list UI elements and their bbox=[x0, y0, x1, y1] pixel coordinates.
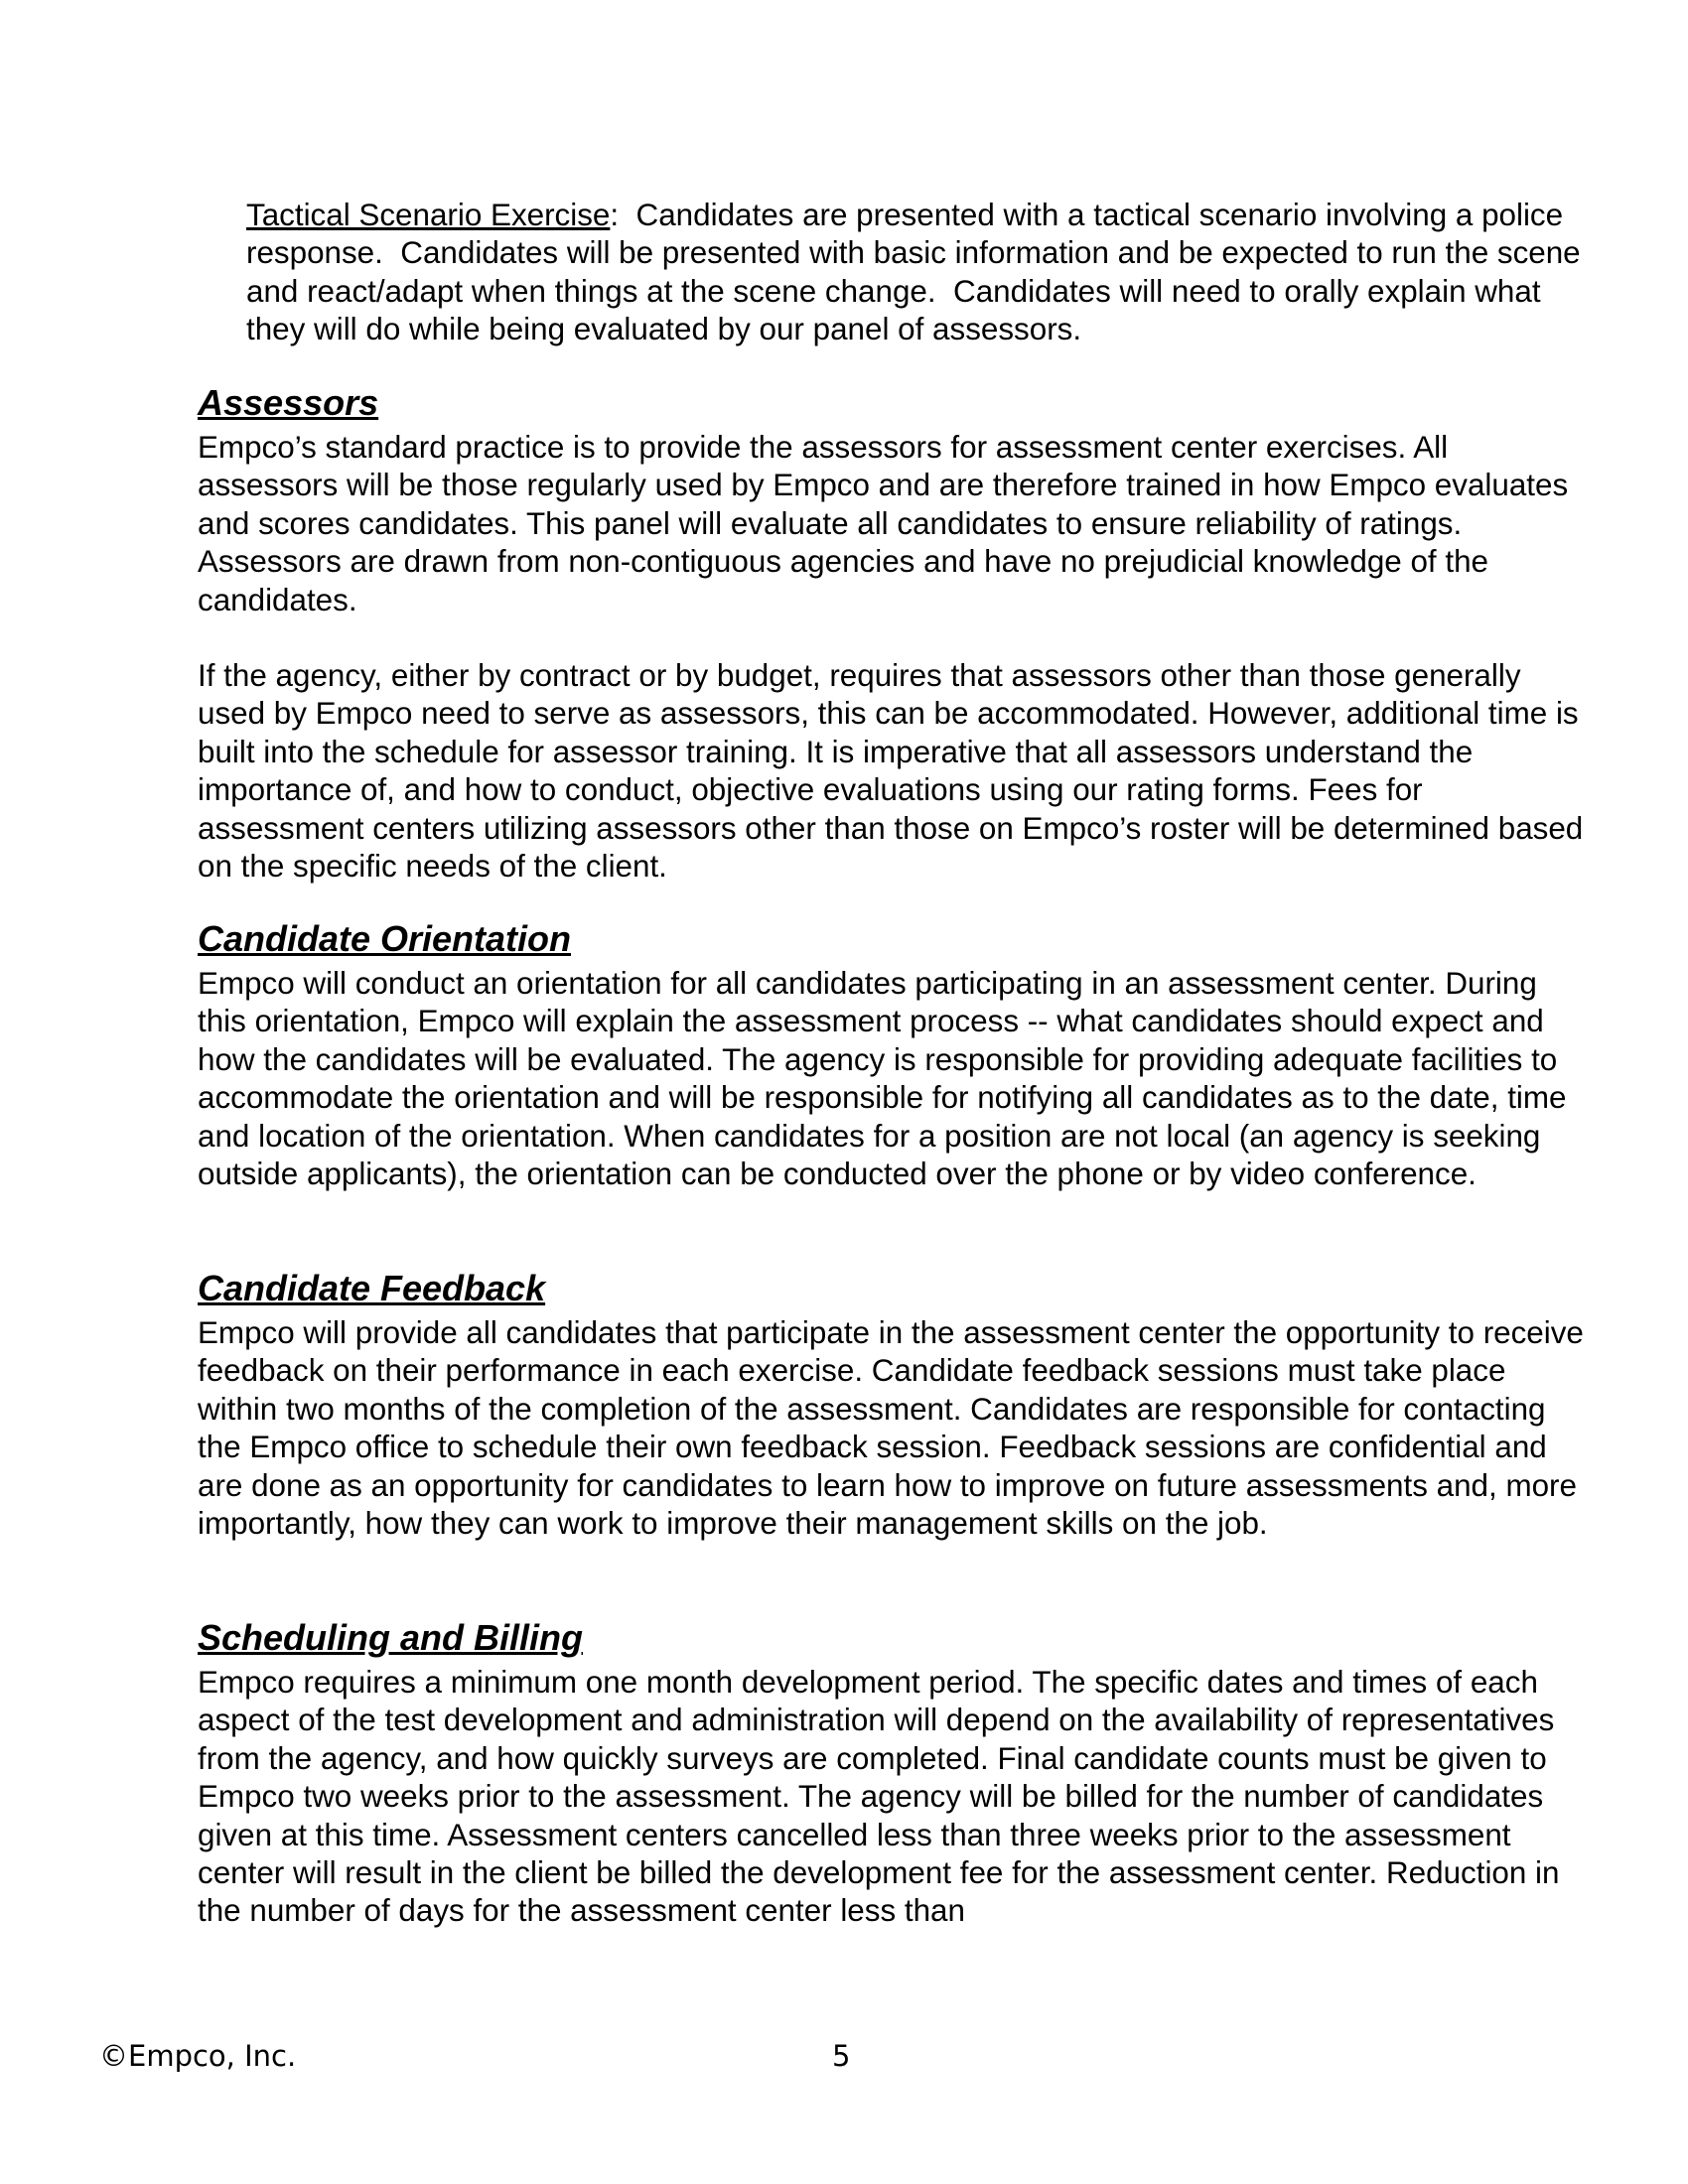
candidate-orientation-section bbox=[198, 917, 1588, 1193]
tactical-scenario-colon: : bbox=[610, 198, 620, 232]
assessors-paragraph-1: Empco’s standard practice is to provide the assessors for assessment center exercises. All assessors will be those regularly used by Empco and are therefore trained in how Empco evaluates and scores candidates. This panel will evaluate all candidates to ensure reliability of ratings. Assessors are drawn from non-contiguous agencies and have no prejudicial knowledge of the candidates. bbox=[198, 430, 1569, 617]
tactical-scenario-label: Tactical Scenario Exercise bbox=[246, 198, 611, 232]
footer-page-number: 5 bbox=[832, 2039, 851, 2073]
tactical-scenario-text: Candidates are presented with a tactical scenario involving a police response. Candidates will be presented with basic information and be expected to run the scene and react/adapt when things at the scene change. Candidates will need to orally explain what they will do while being evaluated by our panel of assessors. bbox=[246, 198, 1590, 347]
tactical-scenario-paragraph bbox=[246, 197, 1589, 349]
candidate-orientation-heading: Candidate Orientation bbox=[198, 918, 572, 959]
candidate-feedback-paragraph: Empco will provide all candidates that participate in the assessment center the opportunity to receive feedback on their performance in each exercise. Candidate feedback sessions must take place within two months of the completion of the assessment. Candidates are responsible for contacting the Empco office to schedule their own feedback session. Feedback sessions are confidential and are done as an opportunity for candidates to learn how to improve on future assessments and, more importantly, how they can work to improve their management skills on the job. bbox=[198, 1315, 1584, 1542]
candidate-feedback-section bbox=[198, 1267, 1588, 1543]
scheduling-billing-paragraph: Empco requires a minimum one month development period. The specific dates and times of each aspect of the test development and administration will depend on the availability of representatives from the agency, and how quickly surveys are completed. Final candidate counts must be given to Empco two weeks prior to the assessment. The agency will be billed for the number of candidates given at this time. Assessment centers cancelled less than three weeks prior to the assessment center will result in the client be billed the development fee for the assessment center. Reduction in the number of days for the assessment center less than bbox=[198, 1665, 1560, 1929]
scheduling-billing-section bbox=[198, 1616, 1588, 1931]
candidate-orientation-paragraph: Empco will conduct an orientation for all candidates participating in an assessment center. During this orientation, Empco will explain the assessment process -- what candidates should expect and how the candidates will be evaluated. The agency is responsible for providing adequate facilities to accommodate the orientation and will be responsible for notifying all candidates as to the date, time and location of the orientation. When candidates for a position are not local (an agency is seeking outside applicants), the orientation can be conducted over the phone or by video conference. bbox=[198, 966, 1567, 1192]
assessors-paragraph-2: If the agency, either by contract or by budget, requires that assessors other than those generally used by Empco need to serve as assessors, this can be accommodated. However, additional time is built into the schedule for assessor training. It is imperative that all assessors understand the importance of, and how to conduct, objective evaluations using our rating forms. Fees for assessment centers utilizing assessors other than those on Empco’s roster will be determined based on the specific needs of the client. bbox=[198, 658, 1584, 885]
assessors-section bbox=[198, 381, 1588, 886]
assessors-heading: Assessors bbox=[198, 382, 379, 423]
scheduling-billing-heading: Scheduling and Billing bbox=[198, 1617, 584, 1658]
footer-copyright: ©Empco, Inc. bbox=[99, 2039, 297, 2073]
candidate-feedback-heading: Candidate Feedback bbox=[198, 1268, 546, 1308]
